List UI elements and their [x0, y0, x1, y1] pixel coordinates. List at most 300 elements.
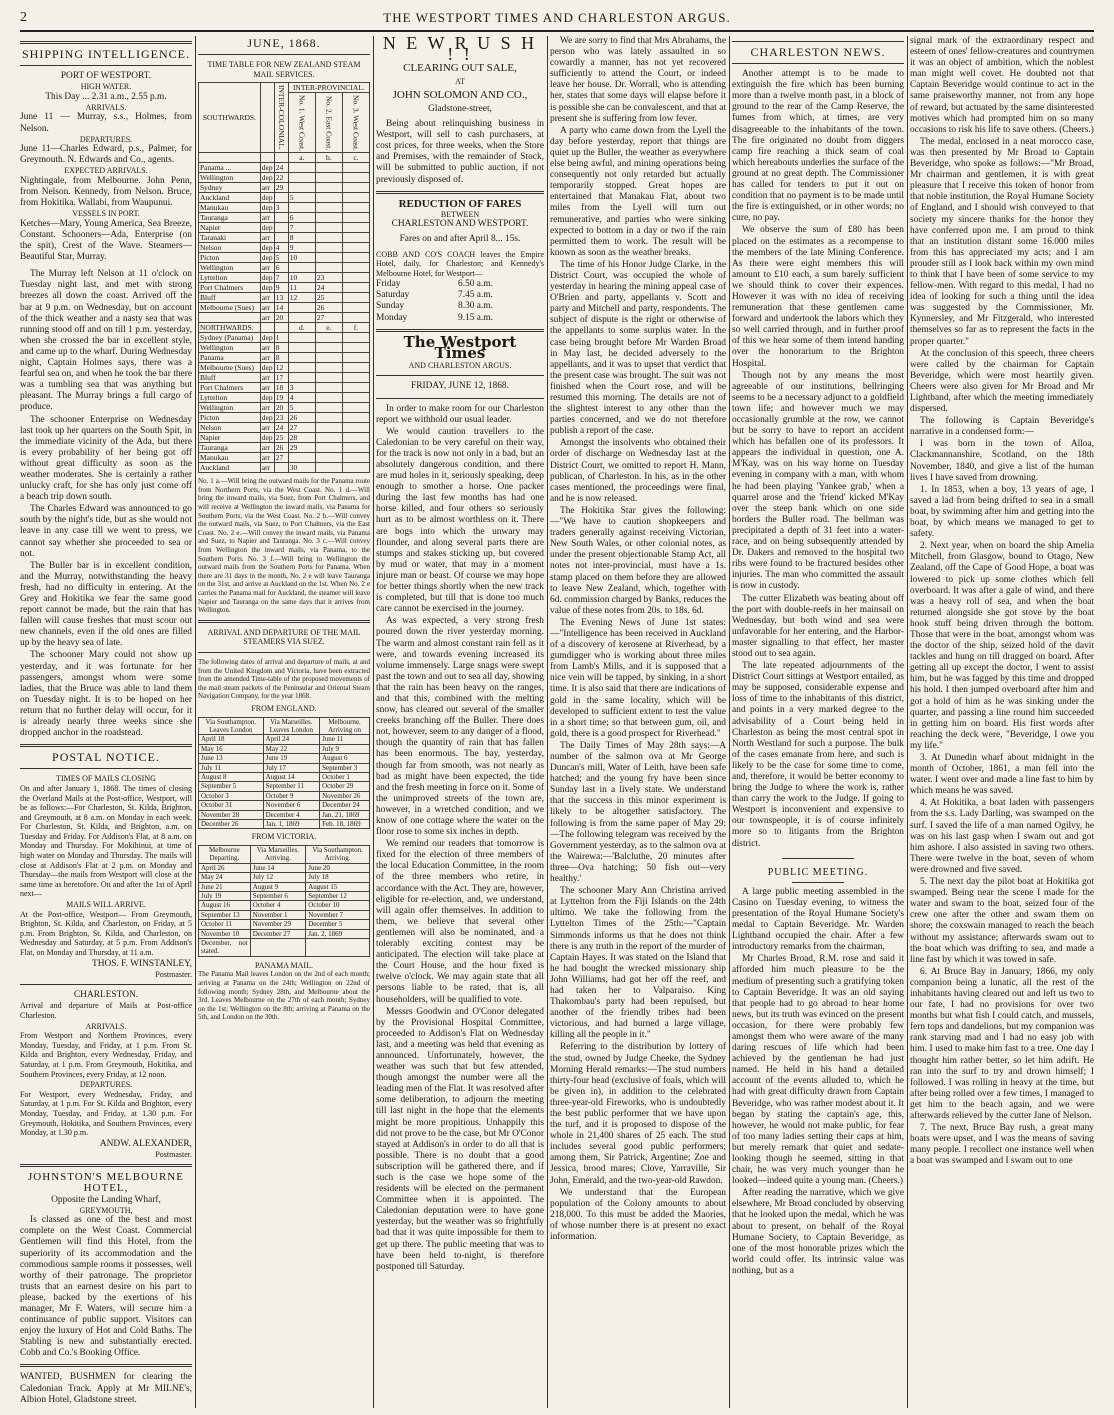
table-cell [306, 939, 370, 957]
paragraph: I was born in the town of Alloa, Clackmannanshire, Scotland, on the 18th November, 1840, and give a list of the human lives I have saved from drowning. [910, 439, 1094, 483]
table-cell: 11 [288, 283, 315, 293]
column-rule [907, 36, 908, 1408]
table-cell: 10 [288, 273, 315, 283]
table-cell: dep [261, 193, 273, 203]
paragraph: 1. In 1853, when a boy, 13 years of age, I saved a lad from being drifted to sea in a small boat, by swimming after him and getting into the boat, by which means we managed to get to safety. [910, 484, 1094, 540]
table-cell [315, 413, 342, 423]
table-cell: Feb. 18, 1869 [320, 820, 370, 829]
table-cell: Taranaki [199, 233, 261, 243]
table-cell: arr [260, 423, 274, 433]
table-cell: arr [260, 183, 274, 193]
table-cell [315, 443, 342, 453]
table-row [376, 301, 544, 312]
column-news [550, 36, 726, 1408]
table-cell [315, 183, 342, 193]
table-cell: 19 [274, 393, 288, 403]
ad-title: JOHNSTON'S MELBOURNE HOTEL, [28, 1171, 184, 1195]
paragraph: On and after January 1, 1868. The times of closing the Overland Mails at the Post-office, Westport, will be as follows:—For Charleston, St. Kilda, Brighton, and Greymouth, at 8 a.m. on Monday in each week. For Charleston, St. Kilda, and Brighton, a.m. on Tuesday and Friday. For Addison's Flat, at 8 a.m. on Monday and Thursday. For Mokihinui, at time of high water on Monday and Thursday. The mails will close at Addison's Flat at 2 p.m. on Monday and Thursday—the mails from Westport will close at the same time as heretofore. On and after the 1st of April next— [20, 783, 192, 899]
table-cell: June 13 [199, 754, 264, 763]
page-header [20, 4, 1094, 30]
table-cell: 25 [274, 433, 288, 443]
paragraph: signal mark of the extraordinary respect and esteem of ones' fellow-creatures and countrymen it was an object of ambition, which the noblest man might well covet. He doubted not that Captain Beveridge would continue to act in the same praiseworthy manner, not from any hope of reward, but actuated by the same disinterested motives which had prompted him on so many occasions to risk his life to save others. (Cheers.) [910, 36, 1094, 135]
table-row [199, 929, 370, 938]
divider [376, 398, 544, 399]
table-cell: Picton [199, 253, 261, 263]
table-cell: Panama [199, 353, 261, 363]
table-row [376, 290, 544, 301]
table-cell: a. [288, 153, 315, 163]
table-cell: December 26 [199, 820, 264, 829]
table-cell: 18 [274, 383, 288, 393]
table-cell: Port Chalmers [199, 383, 261, 393]
table-cell: Tauranga [199, 443, 261, 453]
table-cell: 9 [288, 243, 315, 253]
paragraph: 6. At Bruce Bay in January, 1866, my only companion being a lunatic, all the rest of the inhabitants having cleared out and left us two to our fate, I had no provisions for over two months but what fish I could catch, and mussels, fern tops and dandelions, but my companion was rank starving mad and I had no easy job with him. I used to make him fast to a tree. One day I thought him rather better, so let him adrift. He ran into the surf to try and drown himself; I followed. I was rolling in heavy at the time, but after being rolled over a few times, I managed to get him to the beach again, and we were afterwards relieved by the cutter Jane of Nelson. [910, 966, 1094, 1121]
table-row [199, 193, 370, 203]
table-cell [315, 353, 342, 363]
table-cell [315, 243, 342, 253]
table-cell [274, 463, 288, 473]
table-cell: October 31 [199, 801, 264, 810]
table-cell [315, 263, 342, 273]
newspaper-title: The Westport Times [403, 332, 517, 362]
divider [198, 54, 370, 55]
table-row [199, 791, 370, 800]
table-row [199, 363, 370, 373]
table-cell: 7.45 a.m. [458, 290, 493, 301]
table-cell: 24 [274, 423, 288, 433]
table-cell: arr [260, 263, 274, 273]
table-cell: arr [260, 383, 274, 393]
table-cell: Jan. 21, 1869 [320, 810, 370, 819]
table-cell: 5 [288, 403, 315, 413]
table-row [199, 772, 370, 781]
table-cell: arr [260, 453, 274, 463]
header-rule [20, 30, 1094, 32]
table-row [199, 920, 370, 929]
table-cell: April 26 [199, 863, 251, 872]
table-cell: Sunday [376, 301, 405, 312]
paragraph: The Daily Times of May 28th says:—A number of the salmon ova at Mr George Duncan's mill, Water of Leith, have been safe hatched; and the young fry have been since Sunday last in a lively state. We understand that the success in this minor experiment is likely to be altogether satisfactory. The following is from the same paper of May 29:—The following telegram was received by the Government yesterday, as to the salmon ova at the Wairewa:—'Balcluthe, 20 minutes after three—Ova hatching; 50 fish out—very healthy.' [550, 740, 726, 885]
ad-headline: N E W R U S H ! ! [382, 36, 538, 65]
divider [732, 41, 904, 42]
table-cell [274, 193, 288, 203]
table-cell: 22 [274, 173, 288, 183]
table-cell: Bluff [199, 293, 261, 303]
page-number: 2 [20, 10, 27, 25]
divider [20, 744, 192, 747]
table-cell [288, 313, 315, 323]
table-cell: 7 [274, 273, 288, 283]
table-row [199, 263, 370, 273]
table-cell: Melbourne (Sues) [199, 363, 261, 373]
paragraph: The late repeated adjournments of the District Court sittings at Westport entailed, as may be supposed, considerable expense and loss of time to the inhabitants of this district, and points in a very marked degree to the advisability of a Court being held in Charleston as being the most central spot in North Westland for such a purpose. The bulk of the cases emanate from here, and such is likely to be the case for some time to come, and, therefore, it would be better economy to bring the Judge to where the work is, rather than carry the work to the Judge. If going to Westport is inconvenient and expensive to our townspeople, it is of course infinitely more so to litigants from the Brighton district. [732, 661, 904, 849]
paragraph: We remind our readers that tomorrow is fixed for the election of three members of the local Education Committee, in the room of the three members who retire, in accordance with the Act. They are, however, eligible for re-election, and, we understand, will again offer themselves. In addition to them, we believe that several other gentlemen will also be nominated, and a tolerably exciting contest may be anticipated. The election will take place at the Court House, and the hour fixed is twelve o'clock. We may again state that all persons liable to be rated, that is, all householders, will be qualified to vote. [376, 839, 544, 1005]
divider [376, 329, 544, 332]
table-cell: July 9 [320, 744, 370, 753]
table-header: Via Southampton. Leaves London [199, 717, 264, 735]
table-cell [274, 233, 288, 243]
table-cell: arr [260, 303, 274, 313]
table-cell [288, 163, 315, 173]
table-cell: f. [342, 323, 369, 333]
table-row [199, 233, 370, 243]
table-cell [315, 423, 342, 433]
table-cell: 4 [274, 243, 288, 253]
table-cell: dep [261, 203, 273, 213]
table-row [199, 882, 370, 891]
table-cell: June 20 [306, 863, 370, 872]
text: This Day ... 2.31 a.m., 2.55 p.m. [45, 91, 167, 102]
table-cell: 26 [288, 413, 315, 423]
divider [20, 984, 192, 985]
table-cell: Saturday [376, 290, 410, 301]
table-cell: dep [261, 273, 273, 283]
divider [792, 882, 844, 883]
table-cell: dep [261, 413, 273, 423]
table-cell [342, 243, 369, 253]
table-cell: December 27 [250, 929, 306, 938]
table-cell: 24 [315, 283, 342, 293]
table-cell: dep [261, 253, 273, 263]
table-cell: e. [315, 323, 342, 333]
table-header: Melbourne. Arriving on [320, 717, 370, 735]
paragraph: Though not by any means the most agreeable of our institutions, bellringing seems to be a necessary adjunct to a goldfield town life; and however much we may occasionally grumble at the row, we cannot but be sorry to have to report an accident which has befallen one of its professors. It appears the individual in question, one A. M'Kay, was on his way home on Tuesday evening in company with a man, with whom he had been playing 'Yankee grab,' when a quarrel arose and the 'friend' kicked M'Kay over the steep bank which on one side borders the Buller road. The bellman was precipitated a depth of 31 feet into a water-race, and on being subsequently attended by Dr. Dakers and removed to the hospital two ribs were found to be fractured besides other injuries. The man who committed the assault is now in custody. [732, 370, 904, 592]
divider [376, 375, 544, 376]
text: June 11—Charles Edward, p.s., Palmer, for Greymouth. N. Edwards and Co., agents. [20, 144, 192, 166]
table-cell [342, 253, 369, 263]
table-cell [315, 333, 342, 343]
table-cell: Sydney (Panama) [199, 333, 261, 343]
table-cell: 27 [274, 453, 288, 463]
table-row [199, 283, 370, 293]
paragraph: We are sorry to find that Mrs Abrahams, the person who was lately assaulted in so cowardly a manner, has not yet recovered sufficiently to attend the Court, or indeed leave her house. Dr. Worrall, who is attending her, states that some days will elapse before it is possible she can be convalescent, and that at present she is suffering from low fever. [550, 36, 726, 124]
table-row [199, 173, 370, 183]
table-cell: May 22 [263, 744, 319, 753]
table-row [199, 863, 370, 872]
table-cell [315, 433, 342, 443]
table-cell [288, 373, 315, 383]
table-cell: dep [261, 163, 273, 173]
table-cell: 3 [274, 203, 288, 213]
table-cell: Tauranga [199, 213, 261, 223]
table-cell [342, 353, 369, 363]
table-cell: Wellington [199, 403, 261, 413]
table-cell: 14 [274, 303, 288, 313]
table-row [199, 801, 370, 810]
table-cell [342, 363, 369, 373]
paragraph: 3. At Dunedin wharf about midnight in the month of October, 1861, a man fell into the water. I went over and made a line fast to him by which means he was saved. [910, 753, 1094, 797]
table-cell: Melbourne (Sues) [199, 303, 261, 313]
paragraph: The following is Captain Beveridge's narrative in a condensed form:— [910, 416, 1094, 438]
table-cell: 6 [288, 213, 315, 223]
table-cell: April 24 [263, 735, 319, 744]
paragraph: 4. At Hokitika, a boat laden with passengers from the s.s. Lady Darling, was swamped on the surf. I saved the life of a man named Ogilvy, he was on his last gasp when I swam out and got him ashore. I also assisted in saving two others. There were twelve in the boat, seven of whom were drowned and five saved. [910, 798, 1094, 875]
table-cell: 8 [274, 343, 288, 353]
divider [782, 858, 854, 859]
table-cell: 27 [288, 423, 315, 433]
paragraph: The Panama Mail leaves London on the 2nd of each month; arriving at Panama on the 24th; Wellington on 22nd of following month; Sydney 28th, and Melbourne about the 3rd. Leaves Melbourne on the 27th of each month; Sydney on the 1st; Wellington on the 8th; arriving at Panama on the 5th, and London on the 30th. [198, 970, 370, 1022]
table-cell: dep [261, 223, 273, 233]
section-title: PUBLIC MEETING. [767, 866, 869, 878]
table-cell: Port Chalmers [199, 283, 261, 293]
table-cell [342, 453, 369, 463]
table-cell: 26 [315, 303, 342, 313]
table-row [199, 373, 370, 383]
table-cell: Wellington [199, 343, 261, 353]
paragraph: The schooner Enterprise on Wednesday last took up her quarters on the South Spit, in the immediate vicinity of the Ada, but there is every probability of her being got off without great difficulty as soon as the weather moderates. She is certainly a rather unlucky craft, for she has only just come off a beach trip down south. [20, 414, 192, 503]
paragraph: After reading the narrative, which we give elsewhere, Mr Broad concluded by observing that he looked upon the medal, which he was about to present, on behalf of the Royal Humane Society, to Captain Beveridge, as one of the most honorable prizes which the world could offer. Its intrinsic value was nothing, but as a [732, 1188, 904, 1276]
table-row [199, 453, 370, 463]
table-cell [342, 313, 369, 323]
table-header: No. 3. West Coast. [342, 93, 369, 153]
table-cell [315, 343, 342, 353]
table-from-england [198, 717, 370, 830]
table-cell: d. [288, 323, 315, 333]
table-cell: arr [260, 343, 274, 353]
table-cell: dep [261, 393, 273, 403]
table-cell: 23 [274, 413, 288, 423]
ad-body: Being about relinquishing business in Westport, will sell to cash purchasers, at cost prices, for three weeks, when the Store and Premises, with the remainder of Stock, will be submitted to public auction, if not previously disposed of. [376, 119, 544, 185]
paragraph: The schooner Mary Ann Christina arrived at Lyttelton from the Fiji Islands on the 24th ultimo. We take the following from the Lyttelton Times of the 25th:—"Captain Simmonds informs us that he does not think there is any truth in the report of the murder of Captain Hayes. It was stated on the Island that he had bought the wrecked missionary ship John Williams, had got her off the reef, and had taken her to Valparaiso. King Thakombau's party had been repulsed, but another of the friendly tribes had been victorious, and had burned a large village, killing all the people in it." [550, 886, 726, 1041]
table-row [199, 243, 370, 253]
table-header: Via Marseilles. Leaves London [263, 717, 319, 735]
table-cell [342, 343, 369, 353]
paragraph: The medal, enclosed in a neat morocco case, was then presented by Mr Broad to Captain Beveridge, who spoke as follows:—"Mr Broad, Mr chairman and gentlemen, it is with great pleasure that I receive this token of honor from that noble institution, the Royal Humane Society of England, and I should wish conveyed to that society my sincere thanks for the honor they have conferred upon me. I am proud to think that an institution distant some 16.000 miles from this has appreciated my acts; and I am prouder still as I look back within my own mind to think that I have been of some service to my fellow-men. With regard to this medal, I had no idea of looking for such a thing until the idea was suggested by the Commissioner, Mr. Kynnersley, and Mr Fitzgerald, who interested themselves so far as to represent the facts in the proper quarter." [910, 136, 1094, 347]
table-row [199, 463, 370, 473]
table-cell: arr [260, 463, 274, 473]
paragraph: For Westport, every Wednesday, Friday, and Saturday, at 1 p.m. For St. Kilda and Brighton, every Monday, Tuesday, and Friday, at 1.30 p.m. For Greymouth, Hokitika, and Southern Provinces, every Monday, at 1.30 p.m. [20, 1089, 192, 1138]
table-cell [342, 373, 369, 383]
label: TIMES OF MAILS CLOSING [56, 774, 156, 784]
table-row [199, 353, 370, 363]
signature-role: Postmaster. [155, 1149, 192, 1159]
table-cell: 8 [274, 353, 288, 363]
table-cell [288, 353, 315, 363]
table-cell: Wellington [199, 173, 261, 183]
table-cell [288, 183, 315, 193]
paragraph: The Buller bar is in excellent condition, and the Murray, notwithstanding the heavy fresh, had no difficulty in entering. At the Grey and Hokitika we fear the same good report cannot be made, but the rain that has fallen will cause freshes that must scour out new channels, even if the old ones are filled up by the heavy sea of late. [20, 560, 192, 649]
table-cell: b. [315, 153, 342, 163]
table-cell: 26 [274, 443, 288, 453]
table-header: INTER-COLONIAL. [274, 83, 288, 153]
table-cell: October 3 [199, 791, 264, 800]
table-cell [315, 383, 342, 393]
signature: ANDW. ALEXANDER, [99, 1138, 192, 1149]
table-cell: 3 [288, 383, 315, 393]
paragraph: At the conclusion of this speech, three cheers were called by the chairman for Captain Beveridge, which were most heartily given. Cheers were also given for Mr Broad and Mr Lightband, after which the meeting immediately dispersed. [910, 348, 1094, 415]
label: VESSELS IN PORT. [72, 209, 140, 219]
table-header: INTER-PROVINCIAL. [288, 83, 369, 93]
table-cell: November 26 [320, 791, 370, 800]
table-cell: November 29 [250, 920, 306, 929]
table-cell: arr [260, 353, 274, 363]
divider [20, 1364, 192, 1367]
paragraph: 7. The next, Bruce Bay rush, a great many boats were upset, and I was the means of saving many people. I recollect one instance well when a boat was swamped and I swam out to one [910, 1123, 1094, 1167]
table-cell [315, 403, 342, 413]
table-cell: July 12 [250, 873, 306, 882]
signature: THOS. F. WINSTANLEY, [92, 958, 192, 969]
table-cell: c. [342, 153, 369, 163]
paragraph: 5. The next day the pilot boat at Hokitika got swamped. Being near the scene I made for the water and swam to the boat, seized four of the crew one after the other and swam them on shore; the coxswain managed to reach the beach without my assistance; afterwards swam out to the boat which was drifting to sea, and made a line fast by which it was towed in safe. [910, 877, 1094, 965]
table-cell: October 9 [263, 791, 319, 800]
table-cell [315, 233, 342, 243]
table-row [199, 223, 370, 233]
table-header: No. 2. East Coast. [315, 93, 342, 153]
table-cell [288, 363, 315, 373]
table-cell: 5 [274, 253, 288, 263]
table-row [199, 293, 370, 303]
table-cell: December 24 [320, 801, 370, 810]
table-cell [274, 213, 288, 223]
label: DEPARTURES. [79, 134, 133, 144]
table-row [199, 413, 370, 423]
paragraph: Messrs Goodwin and O'Conor delegated by the Provisional Hospital Committee, proceeded to Addison's Flat on Wednesday last, and a meeting was held that evening as announced. Unfortunately, however, the weather was such that but few attended, though amongst the number were all the leading men of the Flat. It was resolved after some deliberation, to adjourn the meeting till last night in the hope that the elements might be more propitious. Unhappily this did not prove to be the case, but Mr O'Conor stayed at Addison's in order to do all that is possible. There is no doubt that a good subscription will be gathered there, and if such is the case we hope some of the residents will be elected on the permanent Committee when it is appointed. The Caledonian deputation were to have gone yesterday, but the weather was so frightfully bad that it was quite impossible for them to get up there. The public meeting that was to have been held to-night, is therefore postponed till Saturday. [376, 1006, 544, 1272]
table-cell: 12 [288, 293, 315, 303]
paragraph: At the Post-office, Westport— From Greymouth, Brighton, St. Kilda, and Charleston, on Friday, at 5 p.m. From Brighton, St. Kilda, and Charleston, on Wednesday and Saturday, at 5 p.m. From Addison's Flat, on Monday and Thursday, at 11 a.m. [20, 909, 192, 957]
table-header: Via Marseilles. Arriving. [250, 846, 306, 864]
table-cell: dep [261, 283, 273, 293]
table-cell [342, 203, 369, 213]
table-cell: June 14 [250, 863, 306, 872]
table-cell: October 10 [306, 901, 370, 910]
signature-role: Postmaster. [155, 969, 192, 979]
table-cell: Lyttelton [199, 273, 261, 283]
table-cell [315, 223, 342, 233]
table-cell [315, 363, 342, 373]
table-cell: October 29 [320, 782, 370, 791]
table-header [260, 83, 274, 153]
table-cell: December 4 [263, 810, 319, 819]
table-header: Melbourne Departing. [199, 846, 251, 864]
table-cell: Picton [199, 413, 261, 423]
table-cell [342, 333, 369, 343]
paragraph: A party who came down from the Lyell the day before yesterday, report that things are quiet up the Buller, the weather as everywhere else being awful, and mining operations being consequently not only retarded but actually temporarily stopped. Great hopes are entertained that Manakau Flat, about two miles from the Lyell will turn out remunerative, and parties who were sinking expected to bottom in a day or two if the rain permitted them to work. The result will be known as soon as the weather breaks. [550, 125, 726, 258]
table-header: Via Southampton. Arriving. [306, 846, 370, 864]
table-row [199, 313, 370, 323]
table-cell [342, 443, 369, 453]
table-cell: November 10 [199, 929, 251, 938]
divider [198, 652, 370, 653]
table-row [199, 253, 370, 263]
table-cell [315, 463, 342, 473]
table-cell: arr [260, 403, 274, 413]
table-row [199, 393, 370, 403]
ad-text: Fares on and after April 8... 15s. [399, 234, 521, 245]
paragraph: In order to make room for our Charleston report we withhold our usual leader. [376, 403, 544, 425]
column-rule [547, 36, 548, 1408]
table-cell [342, 223, 369, 233]
table-row [199, 735, 370, 744]
table-cell: dep [261, 243, 273, 253]
masthead: THE WESTPORT TIMES AND CHARLESTON ARGUS. [383, 10, 731, 25]
table-cell: 27 [315, 313, 342, 323]
table-cell: October 4 [250, 901, 306, 910]
table-row [199, 754, 370, 763]
table-cell [342, 463, 369, 473]
table-row [199, 163, 370, 173]
label: FROM ENGLAND. [251, 703, 317, 713]
divider [732, 63, 904, 64]
paragraph: We understand that the European population of the Colony amounts to about 218,000. To this must be added the Maories, of whose number there is at present no exact information. [550, 1187, 726, 1243]
table-cell [342, 283, 369, 293]
divider [198, 620, 370, 623]
table-cell [342, 303, 369, 313]
subheading: PORT OF WESTPORT. [60, 71, 152, 82]
table-cell [342, 193, 369, 203]
table-cell: arr [260, 293, 274, 303]
table-cell: June 19 [263, 754, 319, 763]
table-cell: 4 [288, 393, 315, 403]
text: Ketches—Mary, Young America, Sea Breeze, Constant. Schooners—Ada, Enterprise (on the spit), Crest of the Wave. Steamers—Beautiful Star, Murray. [20, 218, 192, 263]
table-cell [274, 223, 288, 233]
table-cell [288, 333, 315, 343]
section-title: CHARLESTON NEWS. [750, 45, 886, 59]
table-cell [342, 213, 369, 223]
table-cell: 29 [274, 183, 288, 193]
table-header: No. 1. West Coast. [288, 93, 315, 153]
table-cell [342, 233, 369, 243]
table-cell: August 9 [250, 882, 306, 891]
table-title: TIME TABLE FOR NEW ZEALAND STEAM MAIL SERVICES. [207, 60, 361, 79]
table-row [199, 183, 370, 193]
table-cell: 10 [288, 253, 315, 263]
table-cell: Bluff [199, 373, 261, 383]
table-cell: July 18 [306, 873, 370, 882]
paragraph: A large public meeting assembled in the Casino on Tuesday evening, to witness the presentation of the Royal Humane Society's medal to Captain Beveridge. Mr. Warden Lightband occupied the chair. After a few introductory remarks from the chairman, [732, 886, 904, 953]
table-cell: Wellington [199, 263, 261, 273]
table-cell: August 16 [199, 901, 251, 910]
ad-firm: JOHN SOLOMON AND CO., [392, 88, 528, 101]
table-cell: 8 [288, 233, 315, 243]
table-row [199, 333, 370, 343]
table-cell [342, 403, 369, 413]
table-cell: August 8 [199, 772, 264, 781]
table-cell: 28 [288, 433, 315, 443]
table-cell: 25 [315, 293, 342, 303]
table-cell: October 1 [320, 772, 370, 781]
divider [20, 768, 192, 769]
table-cell [315, 203, 342, 213]
paragraph: We would caution travellers to the Caledonian to be very careful on their way, for the track is now not only in a bad, but an absolutely dangerous condition, and there are mud holes in it, seriously speaking, deep enough to smother a horse. One packer during the last few months has had one horse killed, and four others so seriously hurt as to be almost worthless on it. There are bogs into which the unwary may flounder, and along several parts there are stumps and stakes sticking up, but covered by mud or water, that may in a moment injure man or beast. Of course we may hope for better things shortly when the new track is completed, but till that is done too much care cannot be exercised in the journey. [376, 426, 544, 615]
column-shipping [20, 36, 192, 1408]
table-cell: Auckland [199, 193, 261, 203]
table-cell: September 6 [250, 892, 306, 901]
table-cell: arr [260, 313, 274, 323]
table-cell [315, 213, 342, 223]
table-cell: 9 [274, 283, 288, 293]
table-cell [342, 273, 369, 283]
ad-text: BETWEEN [440, 209, 480, 219]
table-row [199, 343, 370, 353]
table-cell: Napier [199, 433, 261, 443]
table-header: NORTHWARDS. [199, 323, 261, 333]
label: ARRIVALS. [85, 1021, 127, 1031]
label: ARRIVALS. [85, 102, 127, 112]
subheading: ARRIVAL AND DEPARTURE OF THE MAIL STEAMERS VIA SUEZ. [207, 627, 361, 647]
table-row [376, 279, 544, 290]
table-cell: May 24 [199, 873, 251, 882]
table-from-victoria [198, 845, 370, 957]
column-rule [729, 36, 730, 1408]
table-cell: 7 [288, 223, 315, 233]
table-cell [250, 939, 306, 957]
table-row [199, 203, 370, 213]
table-cell [342, 163, 369, 173]
table-cell [342, 413, 369, 423]
table-row [199, 433, 370, 443]
table-cell [288, 303, 315, 313]
